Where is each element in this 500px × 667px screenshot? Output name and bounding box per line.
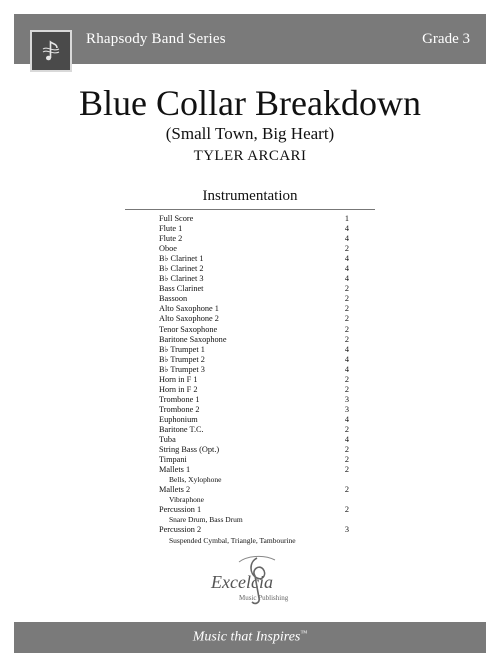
instrument-note	[159, 475, 349, 485]
instrument-name: Flute 2	[159, 234, 183, 244]
instrument-quantity: 2	[344, 294, 349, 304]
instrument-row	[159, 355, 349, 365]
grade-level: Grade 3	[422, 31, 470, 47]
instrument-row	[159, 274, 349, 284]
instrument-row	[159, 445, 349, 455]
instrument-quantity: 4	[344, 224, 349, 234]
instrument-name: B♭ Clarinet 3	[159, 274, 204, 284]
instrument-row	[159, 435, 349, 445]
instrument-name: String Bass (Opt.)	[159, 445, 220, 455]
instrument-row	[159, 385, 349, 395]
instrument-row	[159, 365, 349, 375]
treble-clef-icon	[205, 552, 295, 607]
instrument-quantity: 4	[344, 254, 349, 264]
trademark-symbol: ™	[300, 629, 308, 638]
instrument-name: Oboe	[159, 244, 177, 254]
instrument-name: Vibraphone	[169, 495, 204, 505]
instrument-name: Percussion 2	[159, 525, 202, 535]
instrument-name: Bells, Xylophone	[169, 475, 222, 485]
instrument-quantity: 2	[344, 314, 349, 324]
instrument-name: Tenor Saxophone	[159, 324, 218, 334]
instrument-name: Trombone 2	[159, 404, 200, 414]
instrument-row	[159, 395, 349, 405]
instrument-row	[159, 284, 349, 294]
instrument-quantity	[339, 495, 349, 505]
instrument-name: Trombone 1	[159, 394, 200, 404]
instrument-name: Percussion 1	[159, 505, 202, 515]
instrument-quantity: 4	[344, 354, 349, 364]
instrument-quantity: 2	[344, 424, 349, 434]
instrument-name: Timpani	[159, 455, 187, 465]
instrument-name: Alto Saxophone 1	[159, 304, 219, 314]
instrument-quantity: 4	[344, 264, 349, 274]
instrument-row	[159, 224, 349, 234]
instrument-row	[159, 254, 349, 264]
instrument-name: Suspended Cymbal, Triangle, Tambourine	[169, 535, 296, 545]
instrument-name: Alto Saxophone 2	[159, 314, 219, 324]
instrument-name: Bassoon	[159, 294, 188, 304]
instrument-row	[159, 294, 349, 304]
instrument-row	[159, 525, 349, 535]
instrument-name: Snare Drum, Bass Drum	[169, 515, 243, 525]
instrument-quantity: 4	[344, 435, 349, 445]
instrument-quantity: 2	[344, 465, 349, 475]
instrument-name: Horn in F 2	[159, 384, 198, 394]
instrument-quantity: 4	[344, 414, 349, 424]
instrument-name: Horn in F 1	[159, 374, 198, 384]
series-name: Rhapsody Band Series	[86, 31, 226, 47]
publisher-subtext: Music Publishing	[239, 594, 289, 602]
instrument-row	[159, 335, 349, 345]
instrument-quantity: 4	[344, 234, 349, 244]
instrument-quantity: 4	[344, 364, 349, 374]
tagline-text: Music that Inspires	[192, 629, 301, 645]
instrument-row	[159, 304, 349, 314]
instrument-row	[159, 345, 349, 355]
instrument-name: B♭ Trumpet 3	[159, 364, 205, 374]
instrumentation-heading: Instrumentation	[202, 188, 298, 204]
instrument-quantity: 1	[344, 214, 349, 223]
instrument-quantity: 3	[344, 525, 349, 535]
piece-title: Blue Collar Breakdown	[79, 83, 421, 123]
instrument-quantity: 2	[344, 304, 349, 314]
instrument-row	[159, 244, 349, 254]
instrument-row	[159, 234, 349, 244]
instrument-quantity: 2	[344, 384, 349, 394]
instrument-row	[159, 264, 349, 274]
divider	[125, 209, 375, 210]
instrument-row	[159, 314, 349, 324]
instrument-quantity: 2	[344, 505, 349, 515]
instrument-name: B♭ Trumpet 1	[159, 344, 205, 354]
piece-subtitle: (Small Town, Big Heart)	[165, 124, 335, 143]
instrument-row	[159, 455, 349, 465]
instrument-row	[159, 415, 349, 425]
instrument-quantity: 2	[344, 445, 349, 455]
instrument-name: Mallets 2	[159, 485, 191, 495]
instrument-name: Bass Clarinet	[159, 284, 204, 294]
header-bar	[14, 14, 486, 64]
instrument-quantity	[339, 536, 349, 546]
instrument-row	[159, 375, 349, 385]
instrument-quantity	[339, 475, 349, 485]
publisher-logo	[205, 552, 295, 607]
publisher-name: Excelcia	[211, 572, 273, 592]
instrument-quantity: 2	[344, 374, 349, 384]
instrument-name: Mallets 1	[159, 465, 191, 475]
series-logo	[30, 30, 72, 72]
instrument-quantity: 2	[344, 244, 349, 254]
instrument-name: B♭ Trumpet 2	[159, 354, 205, 364]
instrument-quantity: 4	[344, 344, 349, 354]
instrument-quantity: 2	[344, 455, 349, 465]
instrument-name: Baritone T.C.	[159, 424, 204, 434]
instrument-name: Euphonium	[159, 414, 198, 424]
instrument-name: Baritone Saxophone	[159, 334, 227, 344]
instrument-row	[159, 214, 349, 224]
instrument-quantity: 2	[344, 485, 349, 495]
instrument-quantity: 4	[344, 274, 349, 284]
instrument-quantity: 3	[344, 404, 349, 414]
instrument-name: B♭ Clarinet 2	[159, 264, 204, 274]
instrument-note	[159, 515, 349, 525]
instrument-quantity: 2	[344, 284, 349, 294]
instrument-note	[159, 495, 349, 505]
instrument-row	[159, 485, 349, 495]
instrument-quantity: 2	[344, 324, 349, 334]
footer-bar	[14, 622, 486, 653]
instrument-quantity: 2	[344, 334, 349, 344]
instrument-row	[159, 505, 349, 515]
instrument-row	[159, 325, 349, 335]
instrumentation-list	[159, 214, 349, 546]
instrument-row	[159, 425, 349, 435]
instrument-row	[159, 405, 349, 415]
instrument-name: Tuba	[159, 435, 176, 445]
instrument-quantity	[339, 515, 349, 525]
instrument-name: B♭ Clarinet 1	[159, 254, 204, 264]
instrument-row	[159, 465, 349, 475]
music-note-icon	[37, 37, 65, 65]
instrument-name: Flute 1	[159, 224, 183, 234]
instrument-note	[159, 536, 349, 546]
footer-tagline	[193, 629, 307, 646]
instrument-name: Full Score	[159, 214, 194, 223]
instrument-quantity: 3	[344, 394, 349, 404]
composer-name: TYLER ARCARI	[193, 148, 307, 164]
